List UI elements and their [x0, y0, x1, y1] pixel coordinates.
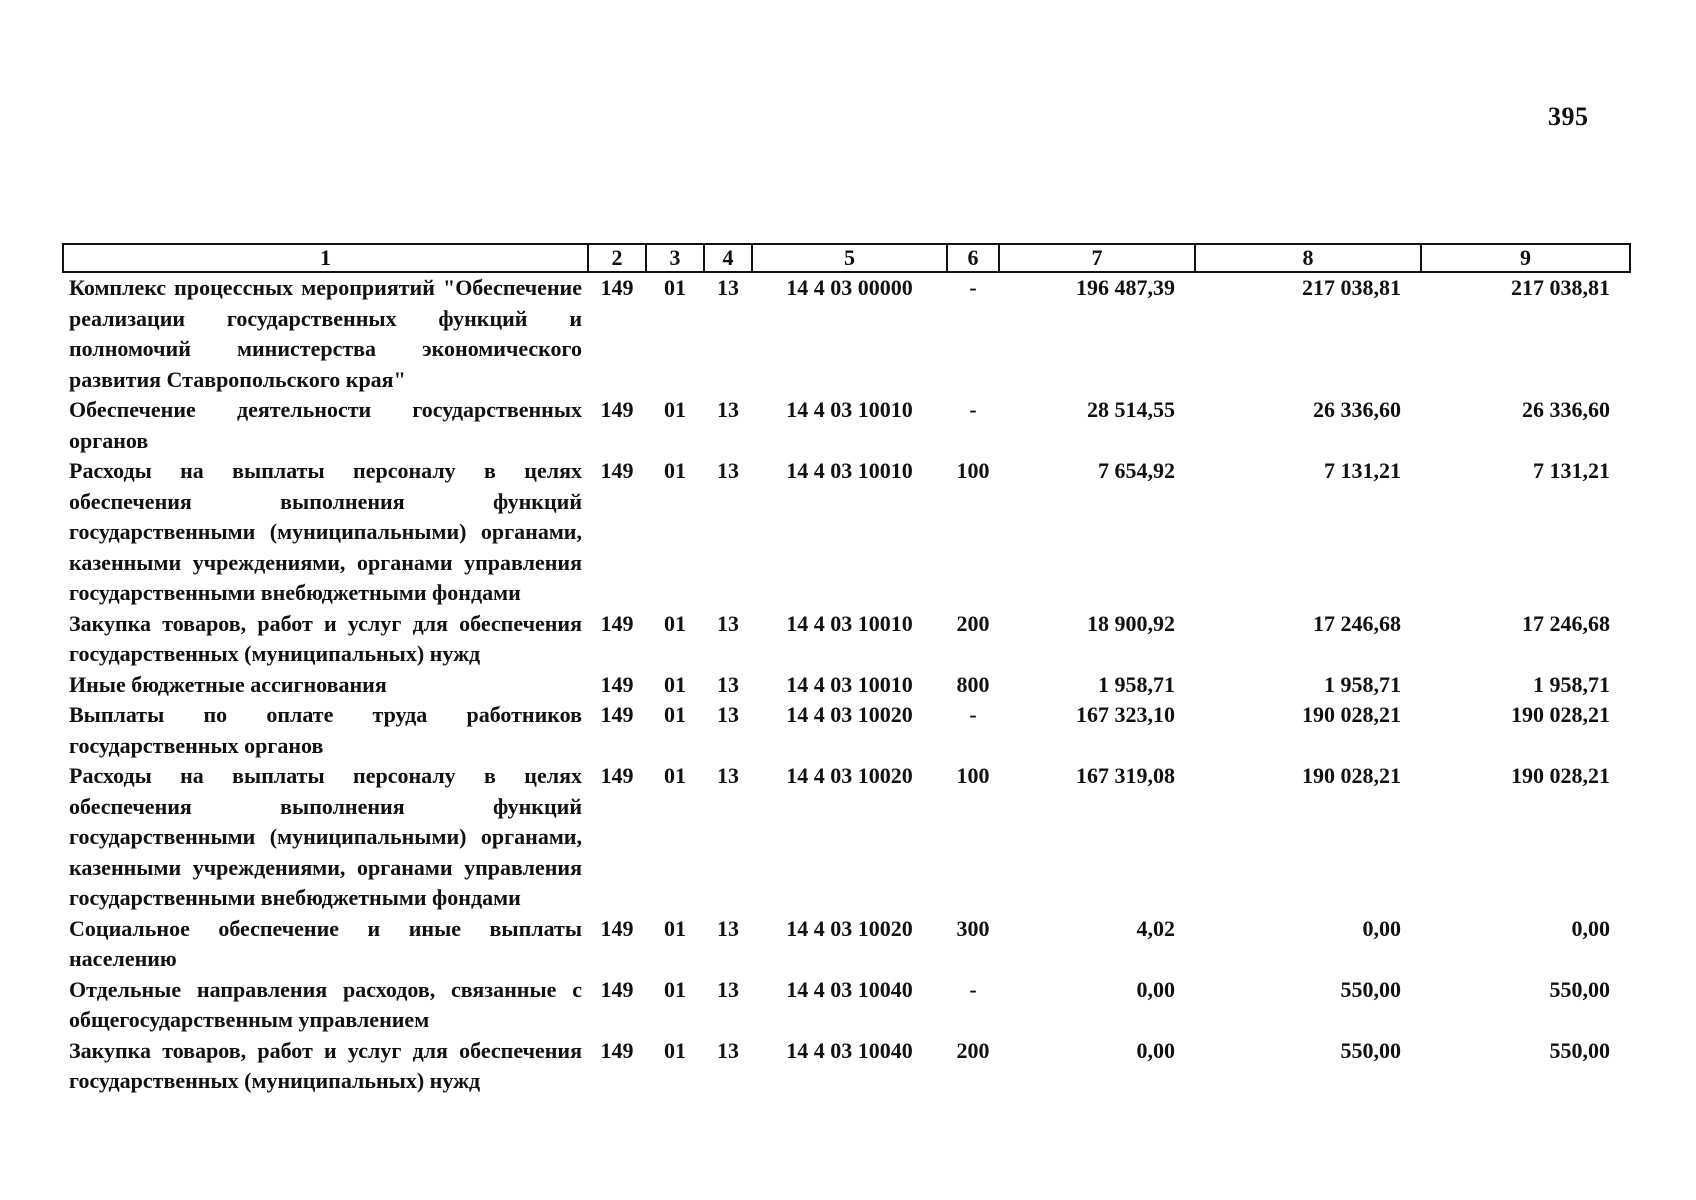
header-col-3: 3: [646, 244, 704, 272]
cell-expense-type: 300: [956, 915, 990, 941]
cell-amount-9: 1 958,71: [1533, 671, 1610, 697]
cell-name: Социальное обеспечение и иные выплаты населению: [69, 915, 582, 971]
cell-amount-9: 190 028,21: [1511, 763, 1610, 788]
cell-section: 01: [664, 702, 686, 727]
cell-subsection: 13: [717, 915, 739, 941]
cell-amount-9: 17 246,68: [1522, 610, 1610, 636]
cell-subsection: 13: [717, 702, 739, 727]
header-col-5: 5: [752, 244, 947, 272]
cell-name: Расходы на выплаты персоналу в целях обеспечения выполнения функций государственными (муниципальными) органами, казенными учреждениями, органами управления государственными внебюджетными фондами: [69, 763, 582, 910]
header-col-2: 2: [588, 244, 646, 272]
cell-admin-code: 149: [600, 458, 634, 483]
cell-expense-type: 800: [956, 671, 990, 697]
table-row: [63, 456, 1630, 609]
cell-admin-code: 149: [600, 702, 634, 727]
cell-name: Закупка товаров, работ и услуг для обеспечения государственных (муниципальных) нужд: [69, 1037, 582, 1093]
cell-expense-type: -: [969, 702, 977, 727]
header-col-9: 9: [1421, 244, 1630, 272]
cell-expense-type: 200: [956, 1037, 990, 1063]
cell-amount-7: 0,00: [1136, 1037, 1175, 1063]
table-row: [63, 1036, 1630, 1097]
cell-amount-9: 190 028,21: [1511, 702, 1610, 727]
cell-subsection: 13: [717, 397, 739, 422]
cell-target-article: 14 4 03 10040: [786, 1037, 913, 1063]
cell-section: 01: [664, 976, 686, 1002]
cell-amount-8: 217 038,81: [1302, 275, 1401, 300]
header-col-1: 1: [63, 244, 588, 272]
cell-admin-code: 149: [600, 763, 634, 788]
cell-amount-8: 550,00: [1340, 1037, 1401, 1063]
cell-amount-8: 17 246,68: [1313, 610, 1401, 636]
header-row: [63, 244, 1630, 272]
header-col-4: 4: [704, 244, 752, 272]
cell-subsection: 13: [717, 610, 739, 636]
table-row: [63, 914, 1630, 975]
budget-table: [62, 243, 1631, 1097]
header-col-8: 8: [1195, 244, 1421, 272]
table-row: [63, 609, 1630, 670]
cell-target-article: 14 4 03 10010: [786, 458, 913, 483]
cell-admin-code: 149: [600, 1037, 634, 1063]
cell-section: 01: [664, 1037, 686, 1063]
cell-subsection: 13: [717, 976, 739, 1002]
cell-admin-code: 149: [600, 397, 634, 422]
cell-name: Расходы на выплаты персоналу в целях обеспечения выполнения функций государственными (муниципальными) органами, казенными учреждениями, органами управления государственными внебюджетными фондами: [69, 458, 582, 605]
cell-name: Комплекс процессных мероприятий "Обеспечение реализации государственных функций и полномочий министерства экономического развития Ставропольского края": [69, 275, 582, 392]
cell-target-article: 14 4 03 10020: [786, 702, 913, 727]
cell-name: Отдельные направления расходов, связанные с общегосударственным управлением: [69, 976, 582, 1032]
cell-amount-8: 0,00: [1362, 915, 1401, 941]
table-row: [63, 272, 1630, 395]
cell-subsection: 13: [717, 763, 739, 788]
cell-amount-7: 4,02: [1136, 915, 1175, 941]
table-row: [63, 700, 1630, 761]
cell-admin-code: 149: [600, 610, 634, 636]
cell-amount-9: 550,00: [1549, 1037, 1610, 1063]
cell-amount-7: 196 487,39: [1076, 275, 1175, 300]
table-row: [63, 975, 1630, 1036]
cell-expense-type: 100: [956, 763, 990, 788]
table-body: [63, 272, 1630, 1097]
cell-admin-code: 149: [600, 915, 634, 941]
cell-amount-7: 167 323,10: [1076, 702, 1175, 727]
cell-subsection: 13: [717, 1037, 739, 1063]
cell-name: Выплаты по оплате труда работников государственных органов: [69, 702, 582, 758]
cell-admin-code: 149: [600, 976, 634, 1002]
header-col-6: 6: [947, 244, 999, 272]
cell-name: Закупка товаров, работ и услуг для обеспечения государственных (муниципальных) нужд: [69, 610, 582, 666]
cell-admin-code: 149: [600, 275, 634, 300]
cell-section: 01: [664, 763, 686, 788]
cell-amount-9: 7 131,21: [1533, 458, 1610, 483]
cell-admin-code: 149: [600, 671, 634, 697]
cell-target-article: 14 4 03 10040: [786, 976, 913, 1002]
cell-subsection: 13: [717, 458, 739, 483]
cell-subsection: 13: [717, 275, 739, 300]
cell-amount-7: 1 958,71: [1098, 671, 1175, 697]
page-number: 395: [1548, 102, 1589, 131]
cell-section: 01: [664, 671, 686, 697]
cell-target-article: 14 4 03 10010: [786, 610, 913, 636]
cell-amount-7: 7 654,92: [1098, 458, 1175, 483]
cell-section: 01: [664, 610, 686, 636]
cell-target-article: 14 4 03 00000: [786, 275, 913, 300]
cell-target-article: 14 4 03 10020: [786, 763, 913, 788]
cell-expense-type: -: [969, 275, 977, 300]
cell-expense-type: 200: [956, 610, 990, 636]
table-header: [63, 244, 1630, 272]
cell-amount-7: 0,00: [1136, 976, 1175, 1002]
cell-amount-9: 217 038,81: [1511, 275, 1610, 300]
cell-name: Обеспечение деятельности государственных органов: [69, 397, 582, 453]
cell-subsection: 13: [717, 671, 739, 697]
header-col-7: 7: [999, 244, 1195, 272]
cell-amount-8: 7 131,21: [1324, 458, 1401, 483]
cell-amount-8: 26 336,60: [1313, 397, 1401, 422]
cell-amount-8: 550,00: [1340, 976, 1401, 1002]
cell-expense-type: -: [969, 397, 977, 422]
cell-target-article: 14 4 03 10020: [786, 915, 913, 941]
cell-amount-7: 167 319,08: [1076, 763, 1175, 788]
table-row: [63, 761, 1630, 914]
cell-amount-9: 550,00: [1549, 976, 1610, 1002]
cell-amount-9: 26 336,60: [1522, 397, 1610, 422]
cell-amount-8: 190 028,21: [1302, 763, 1401, 788]
cell-amount-7: 18 900,92: [1087, 610, 1175, 636]
cell-name: Иные бюджетные ассигнования: [69, 671, 387, 697]
cell-amount-9: 0,00: [1571, 915, 1610, 941]
cell-target-article: 14 4 03 10010: [786, 671, 913, 697]
cell-amount-7: 28 514,55: [1087, 397, 1175, 422]
cell-amount-8: 1 958,71: [1324, 671, 1401, 697]
cell-section: 01: [664, 397, 686, 422]
cell-section: 01: [664, 458, 686, 483]
table-row: [63, 670, 1630, 701]
table-row: [63, 395, 1630, 456]
cell-amount-8: 190 028,21: [1302, 702, 1401, 727]
cell-expense-type: -: [969, 976, 977, 1002]
cell-expense-type: 100: [956, 458, 990, 483]
cell-section: 01: [664, 275, 686, 300]
cell-section: 01: [664, 915, 686, 941]
cell-target-article: 14 4 03 10010: [786, 397, 913, 422]
